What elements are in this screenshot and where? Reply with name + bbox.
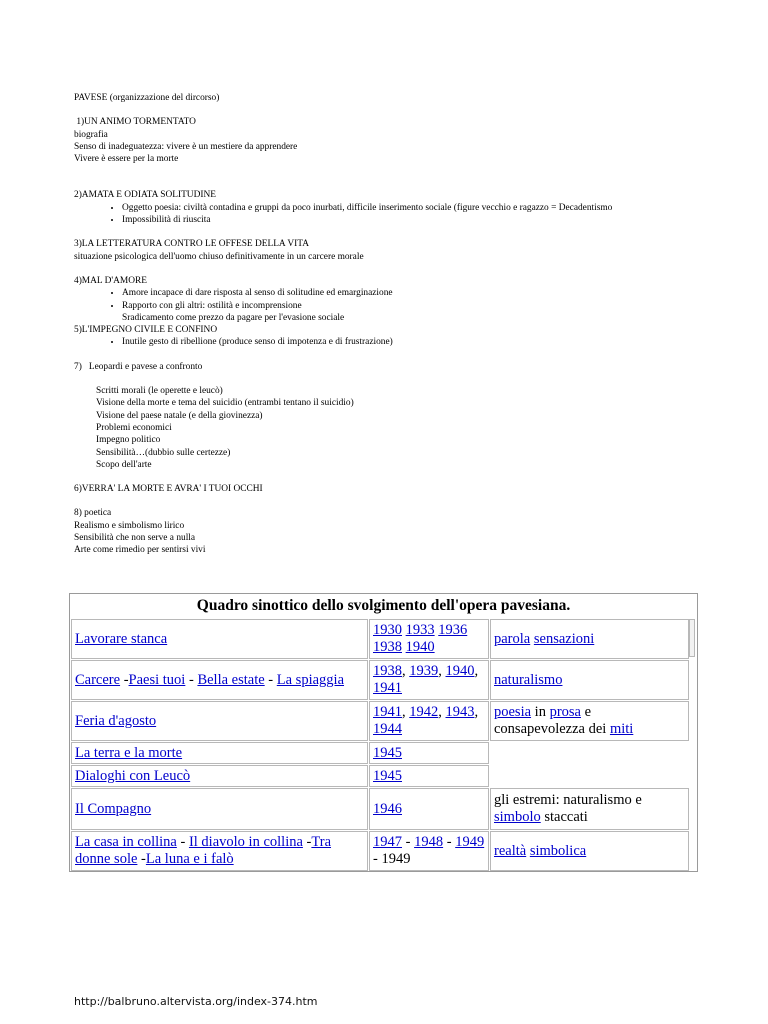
separator: , [438,704,446,720]
section-2-heading: 2)AMATA E ODIATA SOLITUDINE [74,190,216,201]
table-row-2-themes [490,660,689,700]
section-2-list [74,202,714,227]
source-url: http://balbruno.altervista.org/index-374.htm [74,995,318,1008]
table-row-6-work [71,788,368,830]
table-row-1-years [369,619,489,659]
separator: , [474,663,479,679]
section-4-extra: Sradicamento come prezzo da pagare per l'evasione sociale [122,312,345,323]
table-row-4-years [369,742,489,764]
table-row-6-themes [490,788,689,830]
year-link[interactable]: 1933 [405,622,435,638]
notes-outline [74,92,714,557]
work-link[interactable]: Il diavolo in collina [188,834,303,850]
table-row-7-themes [490,831,689,871]
work-link[interactable]: Feria d'agosto [75,712,157,729]
theme-text: staccati [540,809,588,825]
table-row-7-work [71,831,368,871]
work-link[interactable]: Paesi tuoi [128,671,186,688]
separator: , [402,704,410,720]
section-4-list [74,287,714,312]
table-row-7-years [369,831,489,871]
year-link[interactable]: 1945 [373,767,402,784]
work-link[interactable]: Bella estate [197,671,265,688]
theme-link[interactable]: simbolo [494,809,541,825]
work-link[interactable]: La casa in collina [75,834,177,850]
year-link[interactable]: 1948 [414,834,444,850]
section-8-line: Arte come rimedio per sentirsi vivi [74,545,206,556]
separator: , [438,663,446,679]
year-text: - 1949 [373,851,411,867]
table-row-4-work [71,742,368,764]
bullet-item: • Inutile gesto di ribellione (produce senso di impotenza e di frustrazione) [122,336,714,348]
year-link[interactable]: 1930 [373,622,402,638]
separator: , [402,663,410,679]
work-link[interactable]: Il Compagno [75,800,152,817]
section-3-heading: 3)LA LETTERATURA CONTRO LE OFFESE DELLA VITA [74,239,310,250]
section-5-heading: 5)L'IMPEGNO CIVILE E CONFINO [74,325,218,336]
section-1-line: biografia [74,129,108,140]
year-link[interactable]: 1942 [409,704,439,720]
year-link[interactable]: 1941 [373,680,402,696]
table-row-3-themes [490,701,689,741]
section-7-heading: 7) Leopardi e pavese a confronto [74,361,203,372]
separator: - [137,851,146,867]
table-row-5-years [369,765,489,787]
section-7-line: Sensibilità…(dubbio sulle certezze) [96,447,231,458]
year-link[interactable]: 1946 [373,800,402,817]
section-3-line: situazione psicologica dell'uomo chiuso definitivamente in un carcere morale [74,251,364,262]
section-7-line: Scritti morali (le operette e leucò) [96,386,223,397]
table-row-1-work [71,619,368,659]
table-row-3-work [71,701,368,741]
separator: - [443,834,456,850]
section-7-line: Problemi economici [96,422,172,433]
section-7-line: Visione della morte e tema del suicidio (entrambi tentano il suicidio) [96,398,354,409]
year-link[interactable]: 1944 [373,721,402,737]
separator: - [402,834,415,850]
work-link[interactable]: Carcere [75,671,121,688]
work-link[interactable]: Lavorare stanca [75,630,168,647]
section-8-heading: 8) poetica [74,508,112,519]
theme-link[interactable]: simbolica [529,842,587,859]
section-1-line: Vivere è essere per la morte [74,154,179,165]
work-link[interactable]: La spiaggia [276,671,345,688]
table-row-6-years [369,788,489,830]
section-6-heading: 6)VERRA' LA MORTE E AVRA' I TUOI OCCHI [74,484,263,495]
theme-text: gli estremi: naturalismo e [494,792,642,808]
separator: - [264,671,277,688]
work-link[interactable]: Tra donne sole [75,834,332,867]
bullet-item: • Oggetto poesia: civiltà contadina e gruppi da poco inurbati, difficile inserimento sociale (figure vecchio e ragazzo = Decadentismo [122,202,714,214]
theme-text: in [531,704,550,720]
section-7-line: Scopo dell'arte [96,459,152,470]
year-link[interactable]: 1947 [373,834,402,850]
theme-link[interactable]: poesia [494,704,532,720]
theme-link[interactable]: miti [609,721,634,737]
year-link[interactable]: 1943 [445,704,475,720]
year-link[interactable]: 1940 [405,639,435,655]
separator: - [185,671,198,688]
table-row-2-years [369,660,489,700]
table-row-5-work [71,765,368,787]
year-link[interactable]: 1938 [373,639,402,655]
table-caption: Quadro sinottico dello svolgimento dell'opera pavesiana. [196,597,571,614]
section-8-line: Realismo e simbolismo lirico [74,520,185,531]
table-row-2-work [71,660,368,700]
notes-title: PAVESE (organizzazione del dircorso) [74,93,220,103]
work-link[interactable]: Dialoghi con Leucò [75,767,191,784]
theme-link[interactable]: parola [494,630,531,647]
bullet-item: • Amore incapace di dare risposta al senso di solitudine ed emarginazione [122,287,714,299]
year-link[interactable]: 1949 [455,834,485,850]
year-link[interactable]: 1938 [373,663,402,679]
separator: - [176,834,189,850]
section-8-line: Sensibilità che non serve a nulla [74,533,196,544]
bullet-item: • Impossibilità di riuscita [122,214,714,226]
table-scroll-edge [689,619,695,657]
section-7-line: Visione del paese natale (e della giovinezza) [96,410,263,421]
theme-link[interactable]: naturalismo [494,671,563,688]
bullet-item: • Rapporto con gli altri: ostilità e incomprensione [122,300,714,312]
table-row-3-years [369,701,489,741]
work-link[interactable]: La terra e la morte [75,744,183,761]
separator: - [302,834,312,850]
separator: - [120,671,129,688]
table-row-1-themes [490,619,689,659]
section-1-heading: 1)UN ANIMO TORMENTATO [74,117,196,128]
year-link[interactable]: 1939 [409,663,439,679]
theme-link[interactable]: sensazioni [533,630,595,647]
theme-link[interactable]: prosa [549,704,581,720]
year-link[interactable]: 1941 [373,704,402,720]
theme-text: e consapevolezza dei [494,704,610,737]
work-link[interactable]: La luna e i falò [145,851,234,867]
section-1-line: Senso di inadeguatezza: vivere è un mestiere da apprendere [74,141,298,152]
section-7-line: Impegno politico [96,435,161,446]
section-5-list [74,336,714,348]
theme-link[interactable]: realtà [494,842,527,859]
year-link[interactable]: 1940 [445,663,475,679]
year-link[interactable]: 1936 [438,622,468,638]
separator: , [474,704,479,720]
year-link[interactable]: 1945 [373,744,402,761]
section-4-heading: 4)MAL D'AMORE [74,275,147,286]
